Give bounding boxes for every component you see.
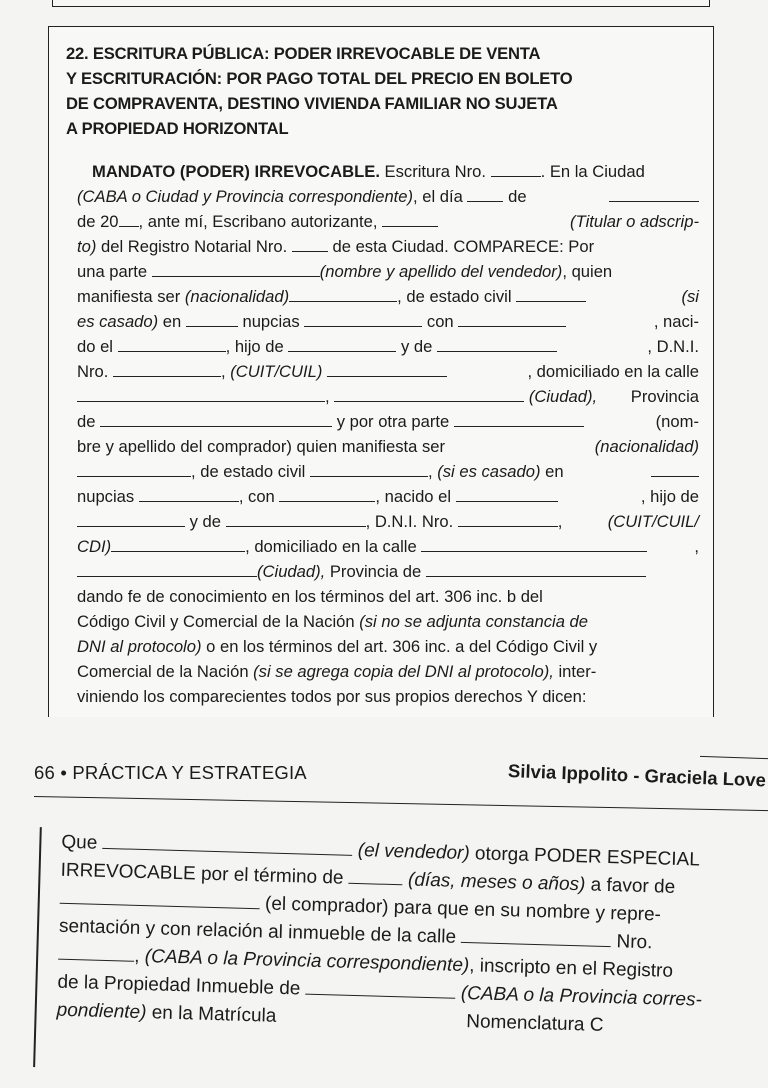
year-blank[interactable] <box>119 209 139 227</box>
body-line-4 <box>77 234 699 259</box>
escribano-blank[interactable] <box>382 209 438 227</box>
text: , domiciliado en la calle <box>245 537 422 556</box>
buyer-nationality-blank[interactable] <box>77 459 191 477</box>
text: Que <box>61 831 103 854</box>
text: nupcias <box>77 487 139 506</box>
street-blank[interactable] <box>461 925 611 947</box>
text: (si es casado) <box>437 462 541 481</box>
cuit-blank[interactable] <box>327 359 447 377</box>
text: Nro. <box>610 931 653 954</box>
text: Nro. <box>77 362 113 381</box>
text: IRREVOCABLE por el término de <box>60 859 350 889</box>
text: una parte <box>77 262 152 281</box>
text: DNI al protocolo) <box>77 637 202 656</box>
buyer-province-blank[interactable] <box>426 559 646 577</box>
bullet: • <box>60 762 68 783</box>
body-line-19 <box>77 609 699 634</box>
buyer-cuit-blank[interactable] <box>111 534 245 552</box>
body-line-20 <box>77 634 699 659</box>
buyer-con-blank[interactable] <box>279 484 375 502</box>
title-line: DE COMPRAVENTA, DESTINO VIVIENDA FAMILIAR NO SUJETA <box>66 94 558 113</box>
nupcias-blank[interactable] <box>186 309 238 327</box>
text: inter- <box>553 662 597 681</box>
text: a favor de <box>585 874 676 898</box>
text: pondiente) <box>56 999 147 1024</box>
body-line-8 <box>77 334 699 359</box>
body-line-7 <box>77 309 699 334</box>
text: Provincia de <box>325 562 426 581</box>
text: sentación y con relación al inmueble de la calle <box>58 915 462 948</box>
body-line-14 <box>77 484 699 509</box>
text: con <box>422 312 459 331</box>
dni-blank[interactable] <box>113 359 221 377</box>
text: , de estado civil <box>397 287 517 306</box>
text: , hijo de <box>640 487 699 506</box>
text: de 20 <box>77 212 119 231</box>
text: , quien <box>562 262 613 281</box>
text: , <box>133 945 146 968</box>
text: y de <box>185 512 226 531</box>
text: (si se agrega copia del DNI al protocolo), <box>253 662 554 681</box>
escritura-number-blank[interactable] <box>491 159 541 177</box>
text: (CABA o Ciudad y Provincia correspondiente) <box>77 187 414 206</box>
text: bre y apellido del comprador) <box>77 437 292 456</box>
body-line-1 <box>92 159 699 184</box>
text: de la Propiedad Inmueble de <box>57 971 306 1000</box>
body-line-22: viniendo los comparecientes todos por sus propios derechos Y dicen: <box>77 687 587 706</box>
title-line: 22. ESCRITURA PÚBLICA: PODER IRREVOCABLE DE VENTA <box>66 44 541 63</box>
body-line-11 <box>77 409 699 434</box>
text: , <box>557 512 568 531</box>
text: (nombre y apellido del vendedor) <box>319 262 563 281</box>
buyer-street-blank[interactable] <box>421 534 647 552</box>
text: de esta Ciudad. COMPARECE: Por <box>327 237 595 256</box>
text: (nacionalidad) <box>184 287 290 306</box>
text: Código Civil y Comercial de la Nación <box>77 612 360 631</box>
text: Provincia <box>626 387 699 406</box>
buyer-city-blank[interactable] <box>77 559 257 577</box>
text: , con <box>238 487 280 506</box>
text: quien manifiesta ser <box>291 437 450 456</box>
con-blank[interactable] <box>458 309 566 327</box>
text: , inscripto en el Registro <box>468 955 674 982</box>
body-line-9 <box>77 359 699 384</box>
body-line-21 <box>77 659 699 684</box>
body-line-3 <box>77 209 699 234</box>
title-line: Y ESCRITURACIÓN: POR PAGO TOTAL DEL PRECIO EN BOLETO <box>66 69 573 88</box>
body-line-6 <box>77 284 699 309</box>
mother-blank[interactable] <box>437 334 557 352</box>
text: (CABA o la Provincia corres- <box>455 982 703 1011</box>
page-number-section <box>34 762 307 784</box>
body-line-10 <box>77 384 699 409</box>
buyer-civil-status-blank[interactable] <box>310 459 428 477</box>
buyer-birthdate-blank[interactable] <box>456 484 558 502</box>
text: , el día <box>413 187 468 206</box>
text: , nacido el <box>375 487 456 506</box>
seller-name-blank[interactable] <box>152 259 320 277</box>
province-blank[interactable] <box>100 409 332 427</box>
text: en <box>540 462 569 481</box>
body-line-16 <box>77 534 699 559</box>
term-blank[interactable] <box>349 866 403 886</box>
buyer-mother-blank[interactable] <box>226 509 366 527</box>
text: (el comprador) para que en su nombre y repre- <box>259 893 662 926</box>
body-line-2 <box>77 184 699 209</box>
text: del Registro Notarial Nro. <box>96 237 292 256</box>
text: , <box>325 387 335 406</box>
text: , domiciliado en la calle <box>527 362 699 381</box>
text: (el vendedor) <box>357 840 470 865</box>
text: Escritura Nro. <box>379 162 491 181</box>
text: , naci- <box>653 312 699 331</box>
text: (si no se adjunta constancia de <box>359 612 588 631</box>
text: (nacionalidad) <box>594 437 699 456</box>
street-blank[interactable] <box>77 384 325 402</box>
text: , <box>427 462 438 481</box>
page-header <box>0 758 768 798</box>
text: (CABA o la Provincia correspondiente) <box>144 946 470 977</box>
authors: Silvia Ippolito - Graciela Love <box>507 760 767 791</box>
section-title <box>66 41 666 141</box>
seller-blank[interactable] <box>102 831 352 856</box>
buyer-blank[interactable] <box>60 886 260 910</box>
text: Comercial de la Nación <box>77 662 254 681</box>
mandate-heading: MANDATO (PODER) IRREVOCABLE. <box>92 162 380 181</box>
body-line-15 <box>77 509 699 534</box>
number-blank[interactable] <box>58 942 134 962</box>
header-rule <box>34 796 768 811</box>
text: y por otra parte <box>332 412 454 431</box>
text: , <box>220 362 231 381</box>
text: , <box>694 537 699 556</box>
body-line-12 <box>77 434 699 459</box>
text: (Ciudad), <box>528 387 598 406</box>
text: es casado) <box>77 312 159 331</box>
civil-status-blank[interactable] <box>516 284 586 302</box>
father-blank[interactable] <box>288 334 396 352</box>
text: (CUIT/CUIL/ <box>607 512 699 531</box>
text: (días, meses o años) <box>407 869 586 896</box>
text: (nom- <box>651 412 699 431</box>
text: (Titular o adscrip- <box>570 212 699 231</box>
text: de <box>503 187 532 206</box>
body-line-18: dando fe de conocimiento en los términos del art. 306 inc. b del <box>77 587 543 606</box>
text: , ante mí, Escribano autorizante, <box>138 212 383 231</box>
body-line-17 <box>77 559 699 584</box>
registro-number-blank[interactable] <box>292 234 328 252</box>
text: en la Matrícula <box>146 1002 277 1027</box>
buyer-name-blank[interactable] <box>454 409 584 427</box>
text: , de estado civil <box>191 462 310 481</box>
text: y de <box>396 337 437 356</box>
text: en <box>158 312 186 331</box>
previous-box-bottom <box>52 0 710 7</box>
text: de <box>77 412 101 431</box>
body-line-5 <box>77 259 699 284</box>
text: o en los términos del art. 306 inc. a del Código Civil y <box>201 637 598 656</box>
title-line: A PROPIEDAD HORIZONTAL <box>66 119 289 138</box>
text: , D.N.I. <box>647 337 699 356</box>
text: to) <box>77 237 97 256</box>
buyer-nupcias-blank[interactable] <box>651 459 699 477</box>
spouse-blank[interactable] <box>304 309 422 327</box>
form-box <box>48 26 714 717</box>
buyer-spouse-blank[interactable] <box>139 484 239 502</box>
text: , hijo de <box>225 337 289 356</box>
section-name: PRÁCTICA Y ESTRATEGIA <box>72 762 307 783</box>
registry-blank[interactable] <box>305 977 455 999</box>
text: Nomenclatura C <box>465 1011 604 1036</box>
buyer-dni-blank[interactable] <box>458 509 558 527</box>
text: , D.N.I. Nro. <box>365 512 458 531</box>
text: nupcias <box>237 312 305 331</box>
birthdate-blank[interactable] <box>118 334 226 352</box>
text: . En la Ciudad <box>540 162 645 181</box>
text: do el <box>77 337 118 356</box>
month-blank[interactable] <box>609 184 699 202</box>
day-blank[interactable] <box>467 184 503 202</box>
body-line-13 <box>77 459 699 484</box>
text: otorga PODER ESPECIAL <box>469 843 701 871</box>
buyer-father-blank[interactable] <box>77 509 185 527</box>
text: (si <box>681 287 699 306</box>
nationality-blank[interactable] <box>289 284 397 302</box>
page-number: 66 <box>34 762 55 783</box>
city-blank[interactable] <box>334 384 524 402</box>
text: (CUIT/CUIL) <box>230 362 323 381</box>
text: manifiesta ser <box>77 287 185 306</box>
box-left-border <box>33 827 42 1067</box>
text: (Ciudad), <box>257 562 326 581</box>
text: CDI) <box>77 537 112 556</box>
next-page-box <box>0 820 768 1082</box>
